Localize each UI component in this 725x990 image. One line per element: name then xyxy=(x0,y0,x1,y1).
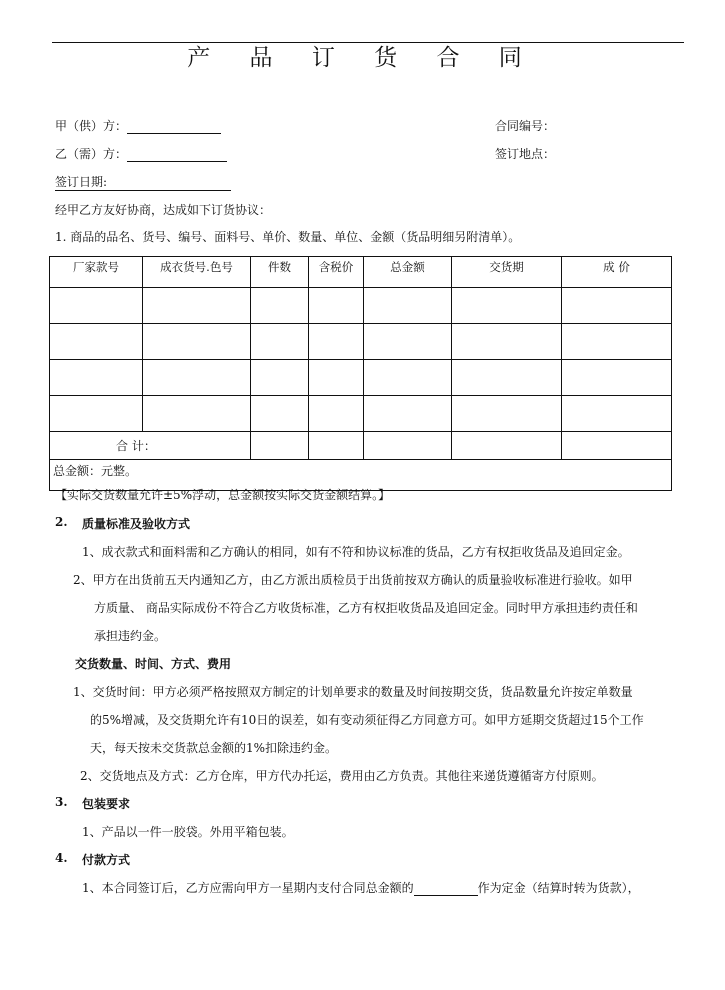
section-2-heading: 质量标准及验收方式 xyxy=(82,517,191,531)
section-4-number: 4. xyxy=(55,851,68,865)
table-cell[interactable] xyxy=(309,324,364,360)
table-cell[interactable] xyxy=(309,360,364,396)
col-header-cost: 成 价 xyxy=(562,257,672,288)
document-title: 产 品 订 货 合 同 xyxy=(187,45,538,71)
table-cell[interactable] xyxy=(562,288,672,324)
party-b-blank[interactable] xyxy=(127,147,227,162)
table-cell[interactable] xyxy=(50,288,143,324)
table-cell[interactable] xyxy=(50,360,143,396)
delivery-para-1-line-3: 天，每天按未交货款总金额的1%扣除违约金。 xyxy=(90,741,338,755)
section-2-para-2-line-1: 2、甲方在出货前五天内通知乙方，由乙方派出质检员于出货前按双方确认的质量验收标准进行验收。如甲 xyxy=(73,573,633,587)
col-header-total-amount: 总金额 xyxy=(364,257,452,288)
section-3-heading: 包装要求 xyxy=(82,797,131,811)
sum-cell[interactable] xyxy=(452,432,562,460)
sign-date-field xyxy=(55,173,231,191)
delivery-heading: 交货数量、时间、方式、费用 xyxy=(75,657,232,671)
table-cell[interactable] xyxy=(309,288,364,324)
table-cell[interactable] xyxy=(251,324,309,360)
delivery-para-1-line-1: 1、交货时间：甲方必须严格按照双方制定的计划单要求的数量及时间按期交货，货品数量允许按定单数量 xyxy=(73,685,633,699)
delivery-para-1-line-2: 的5%增减，及交货期允许有10日的误差，如有变动须征得乙方同意方可。如甲方延期交货超过15个工作 xyxy=(90,713,644,727)
sign-place-label: 签订地点： xyxy=(495,147,556,161)
party-a-field xyxy=(55,117,221,134)
contract-no-label: 合同编号： xyxy=(495,119,556,133)
section-2-para-1: 1、成衣款式和面料需和乙方确认的相同，如有不符和协议标准的货品，乙方有权拒收货品及追回定金。 xyxy=(82,545,630,559)
section-4-para-1-before: 1、本合同签订后，乙方应需向甲方一星期内支付合同总金额的 xyxy=(82,881,414,895)
table-cell[interactable] xyxy=(364,396,452,432)
table-row xyxy=(50,324,672,360)
table-cell[interactable] xyxy=(562,324,672,360)
table-cell[interactable] xyxy=(309,396,364,432)
table-cell[interactable] xyxy=(452,360,562,396)
col-header-item-color: 成衣货号.色号 xyxy=(143,257,251,288)
table-cell[interactable] xyxy=(562,396,672,432)
tolerance-note: 【实际交货数量允许±5%浮动，总金额按实际交货金额结算。】 xyxy=(55,488,391,502)
section-4-heading: 付款方式 xyxy=(82,853,131,867)
sum-row xyxy=(50,432,672,460)
section-2-para-2-line-3: 承担违约金。 xyxy=(94,629,167,643)
section-4-para-1-after: 作为定金（结算时转为货款）， xyxy=(477,881,640,895)
table-cell[interactable] xyxy=(364,288,452,324)
deposit-percent-blank[interactable] xyxy=(414,881,478,896)
table-cell[interactable] xyxy=(143,360,251,396)
table-row xyxy=(50,288,672,324)
table-cell[interactable] xyxy=(364,360,452,396)
sign-date-label: 签订日期: xyxy=(55,175,108,189)
table-cell[interactable] xyxy=(452,324,562,360)
table-cell[interactable] xyxy=(562,360,672,396)
sum-cell[interactable] xyxy=(251,432,309,460)
table-header-row xyxy=(50,257,672,288)
sign-date-blank[interactable] xyxy=(107,176,231,191)
table-row xyxy=(50,396,672,432)
table-cell[interactable] xyxy=(251,396,309,432)
total-amount-label: 总金额：元整。 xyxy=(50,460,672,491)
party-a-label: 甲（供）方： xyxy=(55,119,128,133)
col-header-style-no: 厂家款号 xyxy=(50,257,143,288)
table-cell[interactable] xyxy=(452,396,562,432)
sum-label: 合 计： xyxy=(50,432,251,460)
order-table xyxy=(49,256,672,491)
sum-cell[interactable] xyxy=(364,432,452,460)
col-header-quantity: 件数 xyxy=(251,257,309,288)
section-2-number: 2. xyxy=(55,515,68,529)
intro-text: 经甲乙方友好协商，达成如下订货协议： xyxy=(55,203,272,217)
table-cell[interactable] xyxy=(143,288,251,324)
item-1-text: 1. 商品的品名、货号、编号、面料号、单价、数量、单位、金额（货品明细另附清单）。 xyxy=(55,230,521,244)
table-cell[interactable] xyxy=(50,396,143,432)
party-b-field xyxy=(55,145,227,162)
table-cell[interactable] xyxy=(50,324,143,360)
table-cell[interactable] xyxy=(452,288,562,324)
table-row xyxy=(50,360,672,396)
col-header-delivery-date: 交货期 xyxy=(452,257,562,288)
sum-cell[interactable] xyxy=(562,432,672,460)
party-b-label: 乙（需）方： xyxy=(55,147,128,161)
table-cell[interactable] xyxy=(143,324,251,360)
table-cell[interactable] xyxy=(251,288,309,324)
section-3-number: 3. xyxy=(55,795,68,809)
delivery-para-2: 2、交货地点及方式：乙方仓库，甲方代办托运，费用由乙方负责。其他往来递货遵循寄方付原则。 xyxy=(80,769,604,783)
sum-cell[interactable] xyxy=(309,432,364,460)
section-3-para-1: 1、产品以一件一胶袋。外用平箱包装。 xyxy=(82,825,294,839)
table-cell[interactable] xyxy=(143,396,251,432)
col-header-tax-price: 含税价 xyxy=(309,257,364,288)
section-4-para-1 xyxy=(82,879,640,896)
table-cell[interactable] xyxy=(364,324,452,360)
section-2-para-2-line-2: 方质量、 商品实际成份不符合乙方收货标准，乙方有权拒收货品及追回定金。同时甲方承担违约责任和 xyxy=(94,601,638,615)
party-a-blank[interactable] xyxy=(127,119,221,134)
table-cell[interactable] xyxy=(251,360,309,396)
